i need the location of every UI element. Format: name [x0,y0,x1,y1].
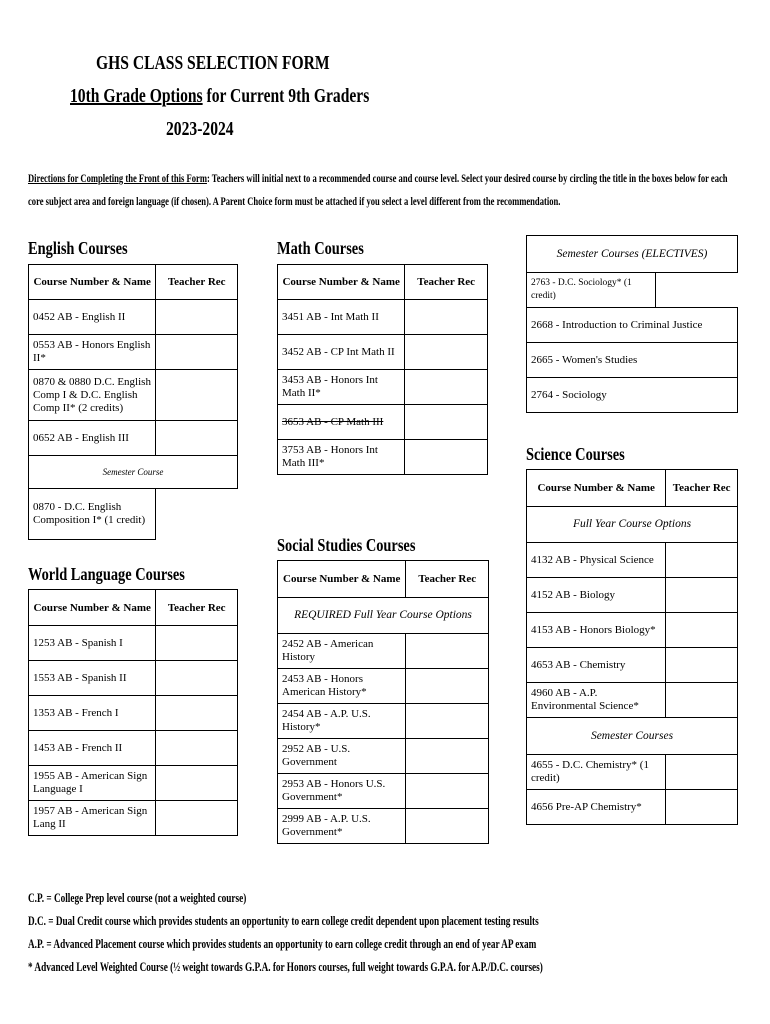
math-header-row [278,265,488,300]
teacher-rec-cell[interactable] [406,704,489,739]
table-row[interactable] [527,790,738,825]
table-row[interactable] [29,661,238,696]
table-row[interactable] [527,755,738,790]
full-year-label: Full Year Course Options [527,507,738,543]
teacher-rec-cell[interactable] [666,648,738,683]
course-cell[interactable]: 2952 AB - U.S. Government [278,739,406,774]
social-studies-heading: Social Studies Courses [277,535,416,555]
english-header-row [29,265,238,300]
english-heading: English Courses [28,238,128,258]
directions-text: : Teachers will initial next to a recommended course and course level. Select your desired course by circling the title in the boxes below for each core subject area and foreign language (if chosen). A Parent Choice form must be attached if you select a level different from the recommendation. [28,171,728,208]
math-table [277,264,488,475]
teacher-rec-cell[interactable] [156,421,238,456]
world-language-heading: World Language Courses [28,564,185,584]
table-row[interactable] [278,335,488,370]
col-rec-header: Teacher Rec [156,590,238,626]
electives-table [526,235,738,413]
science-heading: Science Courses [526,444,625,464]
table-row[interactable] [278,300,488,335]
required-label: REQUIRED Full Year Course Options [278,598,489,634]
teacher-rec-cell[interactable] [666,683,738,718]
table-row[interactable] [278,739,489,774]
form-subtitle [70,85,369,108]
course-cell[interactable]: 1353 AB - French I [29,696,156,731]
col-course-header: Course Number & Name [278,561,406,598]
school-year: 2023-2024 [166,118,234,140]
required-label-row [278,598,489,634]
course-cell[interactable]: 0452 AB - English II [29,300,156,335]
table-row[interactable] [278,809,489,844]
directions-paragraph [28,167,741,213]
teacher-rec-cell[interactable] [406,739,489,774]
table-row[interactable] [29,335,238,370]
teacher-rec-cell[interactable] [156,489,238,540]
course-cell[interactable]: 2999 AB - A.P. U.S. Government* [278,809,406,844]
course-cell[interactable]: 1553 AB - Spanish II [29,661,156,696]
teacher-rec-cell[interactable] [406,774,489,809]
table-row[interactable] [29,696,238,731]
semester-course-label: Semester Course [29,456,238,489]
teacher-rec-cell[interactable] [156,335,238,370]
teacher-rec-cell[interactable] [156,766,238,801]
form-title: GHS CLASS SELECTION FORM [96,52,330,74]
course-cell[interactable]: 1957 AB - American Sign Lang II [29,801,156,836]
table-row[interactable] [527,613,738,648]
legend-line-weighted: * Advanced Level Weighted Course (½ weight towards G.P.A. for Honors courses, full weight towards G.P.A. for A.P./D.C. courses) [28,959,543,974]
course-cell[interactable]: 3653 AB - CP Math III [278,405,405,440]
semester-label-row [29,456,238,489]
table-row[interactable] [527,273,738,308]
course-cell[interactable]: 4153 AB - Honors Biology* [527,613,666,648]
course-cell[interactable]: 2668 - Introduction to Criminal Justice [527,308,738,343]
semester-courses-label: Semester Courses [527,718,738,755]
course-cell[interactable]: 2453 AB - Honors American History* [278,669,406,704]
table-row[interactable] [278,440,488,475]
table-row[interactable] [29,300,238,335]
teacher-rec-cell[interactable] [405,370,488,405]
course-cell[interactable]: 1453 AB - French II [29,731,156,766]
semester-label-row [527,718,738,755]
teacher-rec-cell[interactable] [656,273,738,308]
course-cell[interactable]: 4653 AB - Chemistry [527,648,666,683]
table-row[interactable] [29,801,238,836]
teacher-rec-cell[interactable] [156,801,238,836]
table-row[interactable] [29,766,238,801]
teacher-rec-cell[interactable] [666,543,738,578]
teacher-rec-cell[interactable] [666,755,738,790]
math-heading: Math Courses [277,238,364,258]
legend-line-dc: D.C. = Dual Credit course which provides students an opportunity to earn college credit dependent upon placement testing results [28,913,539,928]
science-header-row [527,470,738,507]
course-cell[interactable]: 2452 AB - American History [278,634,406,669]
table-row[interactable] [527,378,738,413]
teacher-rec-cell[interactable] [666,578,738,613]
legend-line-ap: A.P. = Advanced Placement course which provides students an opportunity to earn college credit through an end of year AP exam [28,936,537,951]
table-row[interactable] [527,683,738,718]
teacher-rec-cell[interactable] [405,300,488,335]
teacher-rec-cell[interactable] [405,440,488,475]
course-cell[interactable]: 4960 AB - A.P. Environmental Science* [527,683,666,718]
teacher-rec-cell[interactable] [405,405,488,440]
teacher-rec-cell[interactable] [406,809,489,844]
table-row[interactable] [29,370,238,421]
table-row[interactable] [29,626,238,661]
teacher-rec-cell[interactable] [156,300,238,335]
table-row[interactable] [527,578,738,613]
teacher-rec-cell[interactable] [666,613,738,648]
course-cell[interactable]: 1253 AB - Spanish I [29,626,156,661]
table-row[interactable] [278,405,488,440]
col-rec-header: Teacher Rec [156,265,238,300]
table-row[interactable] [278,704,489,739]
table-row[interactable] [29,489,238,540]
social-studies-header-row [278,561,489,598]
course-cell[interactable]: 0652 AB - English III [29,421,156,456]
course-cell[interactable]: 2764 - Sociology [527,378,738,413]
course-cell[interactable]: 1955 AB - American Sign Language I [29,766,156,801]
subtitle-grade: 10th Grade Options [70,85,203,107]
course-cell[interactable]: 3452 AB - CP Int Math II [278,335,405,370]
course-cell[interactable]: 2665 - Women's Studies [527,343,738,378]
course-cell[interactable]: 4152 AB - Biology [527,578,666,613]
course-cell[interactable]: 2763 - D.C. Sociology* (1 credit) [527,273,656,308]
teacher-rec-cell[interactable] [156,661,238,696]
table-row[interactable] [527,308,738,343]
teacher-rec-cell[interactable] [156,696,238,731]
teacher-rec-cell[interactable] [156,731,238,766]
course-cell[interactable]: 2953 AB - Honors U.S. Government* [278,774,406,809]
course-cell[interactable]: 2454 AB - A.P. U.S. History* [278,704,406,739]
social-studies-table [277,560,489,844]
teacher-rec-cell[interactable] [405,335,488,370]
table-row[interactable] [527,543,738,578]
world-language-header-row [29,590,238,626]
legend [28,886,738,978]
course-cell[interactable]: 3753 AB - Honors Int Math III* [278,440,405,475]
table-row[interactable] [278,774,489,809]
course-cell[interactable]: 0870 - D.C. English Composition I* (1 credit) [29,489,156,540]
table-row[interactable] [29,421,238,456]
teacher-rec-cell[interactable] [666,790,738,825]
teacher-rec-cell[interactable] [156,370,238,421]
course-cell[interactable]: 4655 - D.C. Chemistry* (1 credit) [527,755,666,790]
course-cell[interactable]: 4132 AB - Physical Science [527,543,666,578]
subtitle-rest: for Current 9th Graders [202,85,370,107]
col-course-header: Course Number & Name [29,590,156,626]
col-course-header: Course Number & Name [29,265,156,300]
course-cell[interactable]: 4656 Pre-AP Chemistry* [527,790,666,825]
electives-heading: Semester Courses (ELECTIVES) [527,236,738,273]
col-rec-header: Teacher Rec [666,470,738,507]
col-rec-header: Teacher Rec [406,561,489,598]
science-table [526,469,738,825]
table-row[interactable] [278,370,488,405]
full-year-label-row [527,507,738,543]
table-row[interactable] [527,343,738,378]
col-rec-header: Teacher Rec [405,265,488,300]
table-row[interactable] [527,648,738,683]
table-row[interactable] [29,731,238,766]
col-course-header: Course Number & Name [278,265,405,300]
course-cell[interactable]: 3453 AB - Honors Int Math II* [278,370,405,405]
electives-header-row [527,236,738,273]
course-cell[interactable]: 0553 AB - Honors English II* [29,335,156,370]
directions-label: Directions for Completing the Front of this Form [28,171,207,185]
course-cell[interactable]: 3451 AB - Int Math II [278,300,405,335]
english-table [28,264,238,540]
table-row[interactable] [278,669,489,704]
legend-line-cp: C.P. = College Prep level course (not a weighted course) [28,890,247,905]
teacher-rec-cell[interactable] [156,626,238,661]
teacher-rec-cell[interactable] [406,669,489,704]
world-language-table [28,589,238,836]
course-cell[interactable]: 0870 & 0880 D.C. English Comp I & D.C. English Comp II* (2 credits) [29,370,156,421]
teacher-rec-cell[interactable] [406,634,489,669]
table-row[interactable] [278,634,489,669]
col-course-header: Course Number & Name [527,470,666,507]
